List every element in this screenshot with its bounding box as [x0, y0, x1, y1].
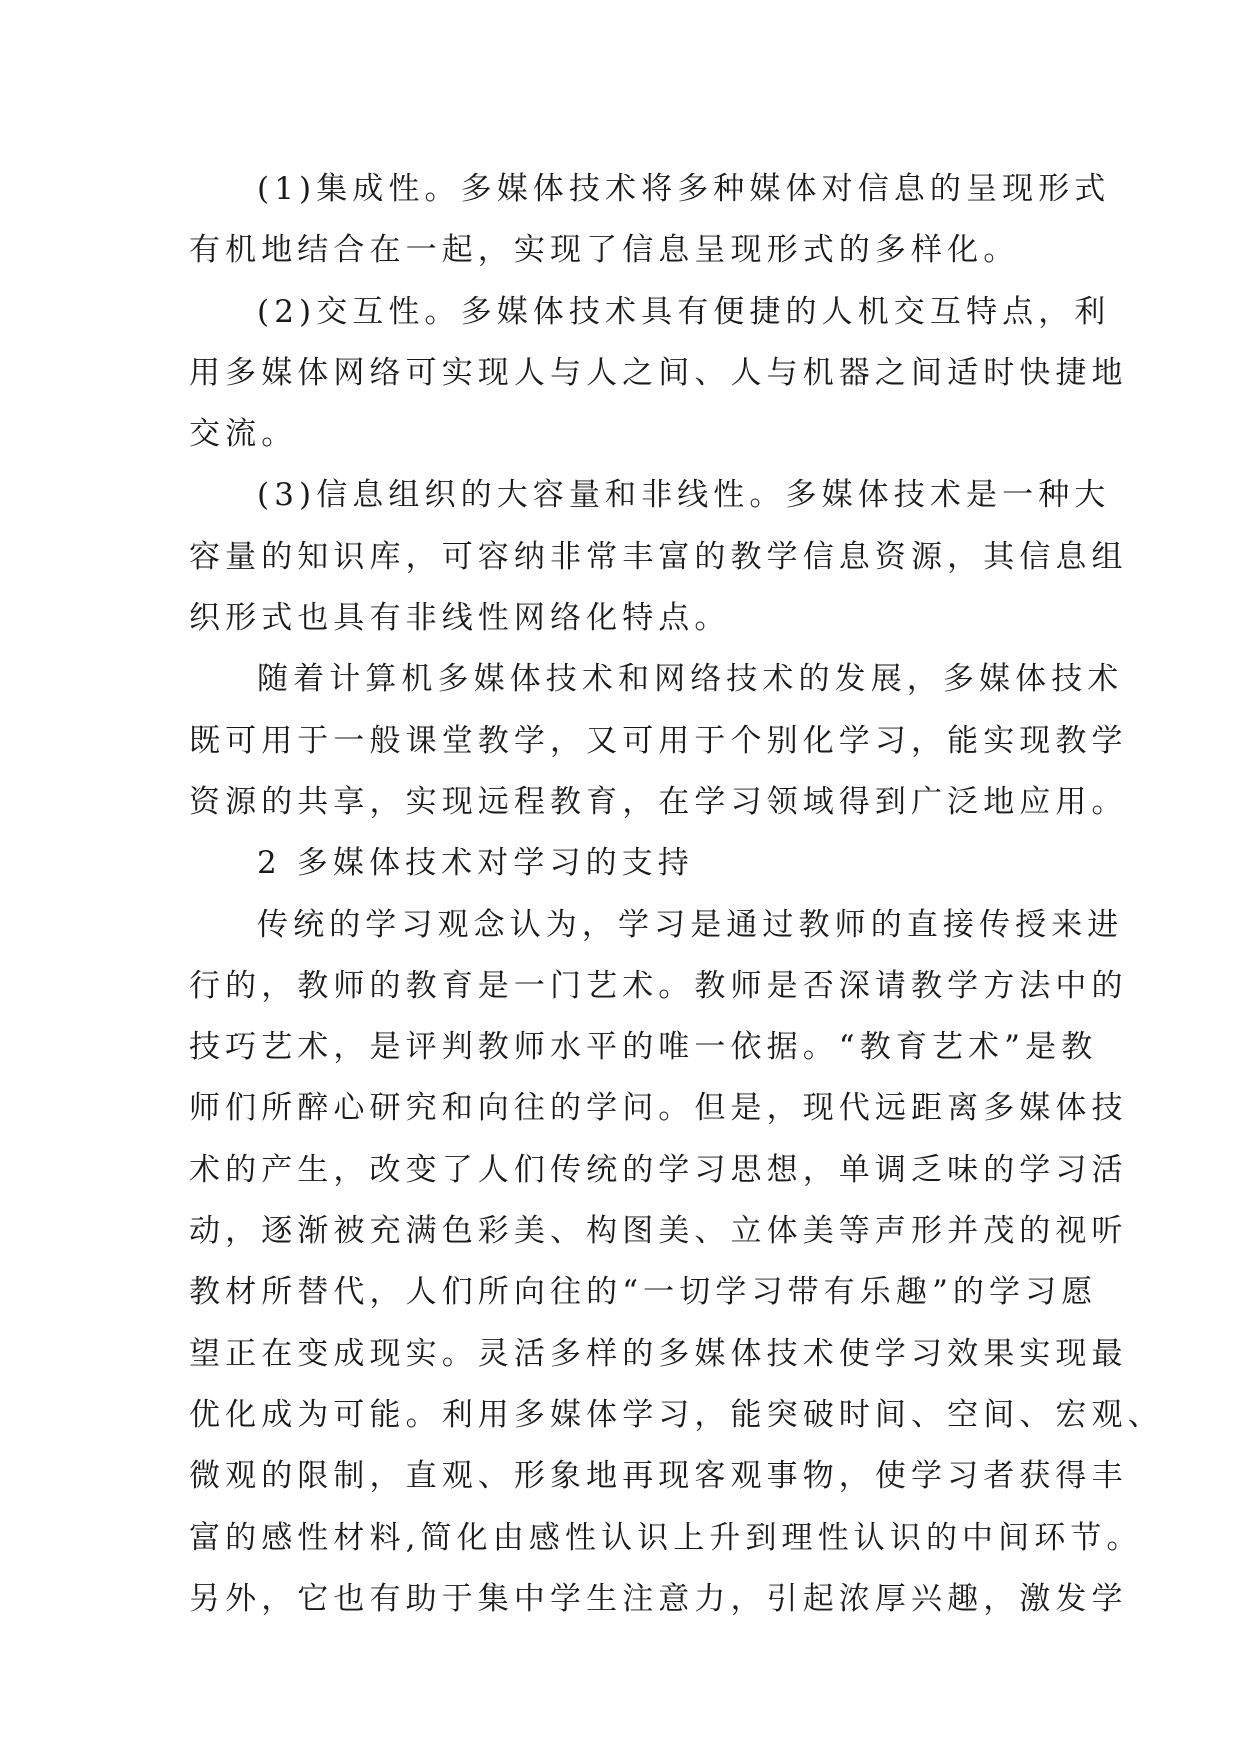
text-line: 教材所替代，人们所向往的“一切学习带有乐趣”的学习愿 — [189, 1274, 1098, 1311]
text-line: (3)信息组织的大容量和非线性。多媒体技术是一种大 — [257, 477, 1111, 514]
text-line: 随着计算机多媒体技术和网络技术的发展，多媒体技术 — [257, 661, 1124, 698]
text-line: 望正在变成现实。灵活多样的多媒体技术使学习效果实现最 — [189, 1335, 1128, 1372]
text-line: 技巧艺术，是评判教师水平的唯一依据。“教育艺术”是教 — [189, 1029, 1098, 1066]
text-line: 有机地结合在一起，实现了信息呈现形式的多样化。 — [189, 232, 1020, 269]
text-line: 容量的知识库，可容纳非常丰富的教学信息资源，其信息组 — [189, 538, 1128, 575]
text-line: 动，逐渐被充满色彩美、构图美、立体美等声形并茂的视听 — [189, 1213, 1128, 1250]
text-line: 用多媒体网络可实现人与人之间、人与机器之间适时快捷地 — [189, 354, 1128, 391]
text-line: 2 多媒体技术对学习的支持 — [257, 845, 694, 882]
text-line: 传统的学习观念认为，学习是通过教师的直接传授来进 — [257, 906, 1124, 943]
text-line: 微观的限制，直观、形象地再现客观事物，使学习者获得丰 — [189, 1458, 1128, 1495]
text-line: 术的产生，改变了人们传统的学习思想，单调乏味的学习活 — [189, 1151, 1128, 1188]
text-line: (1)集成性。多媒体技术将多种媒体对信息的呈现形式 — [257, 171, 1111, 207]
text-line: 交流。 — [189, 416, 298, 453]
text-line: 行的，教师的教育是一门艺术。教师是否深请教学方法中的 — [189, 967, 1128, 1004]
text-line: 富的感性材料,简化由感性认识上升到理性认识的中间环节。 — [189, 1519, 1143, 1556]
text-line: 优化成为可能。利用多媒体学习，能突破时间、空间、宏观、 — [189, 1396, 1164, 1433]
text-line: 资源的共享，实现远程教育，在学习领域得到广泛地应用。 — [189, 783, 1128, 820]
text-line: (2)交互性。多媒体技术具有便捷的人机交互特点，利 — [257, 293, 1111, 330]
text-line: 另外，它也有助于集中学生注意力，引起浓厚兴趣，激发学 — [189, 1580, 1128, 1617]
text-line: 织形式也具有非线性网络化特点。 — [189, 600, 731, 637]
document-body — [189, 159, 1164, 1630]
text-line: 师们所醉心研究和向往的学问。但是，现代远距离多媒体技 — [189, 1090, 1128, 1127]
text-line: 既可用于一般课堂教学，又可用于个别化学习，能实现教学 — [189, 722, 1128, 759]
